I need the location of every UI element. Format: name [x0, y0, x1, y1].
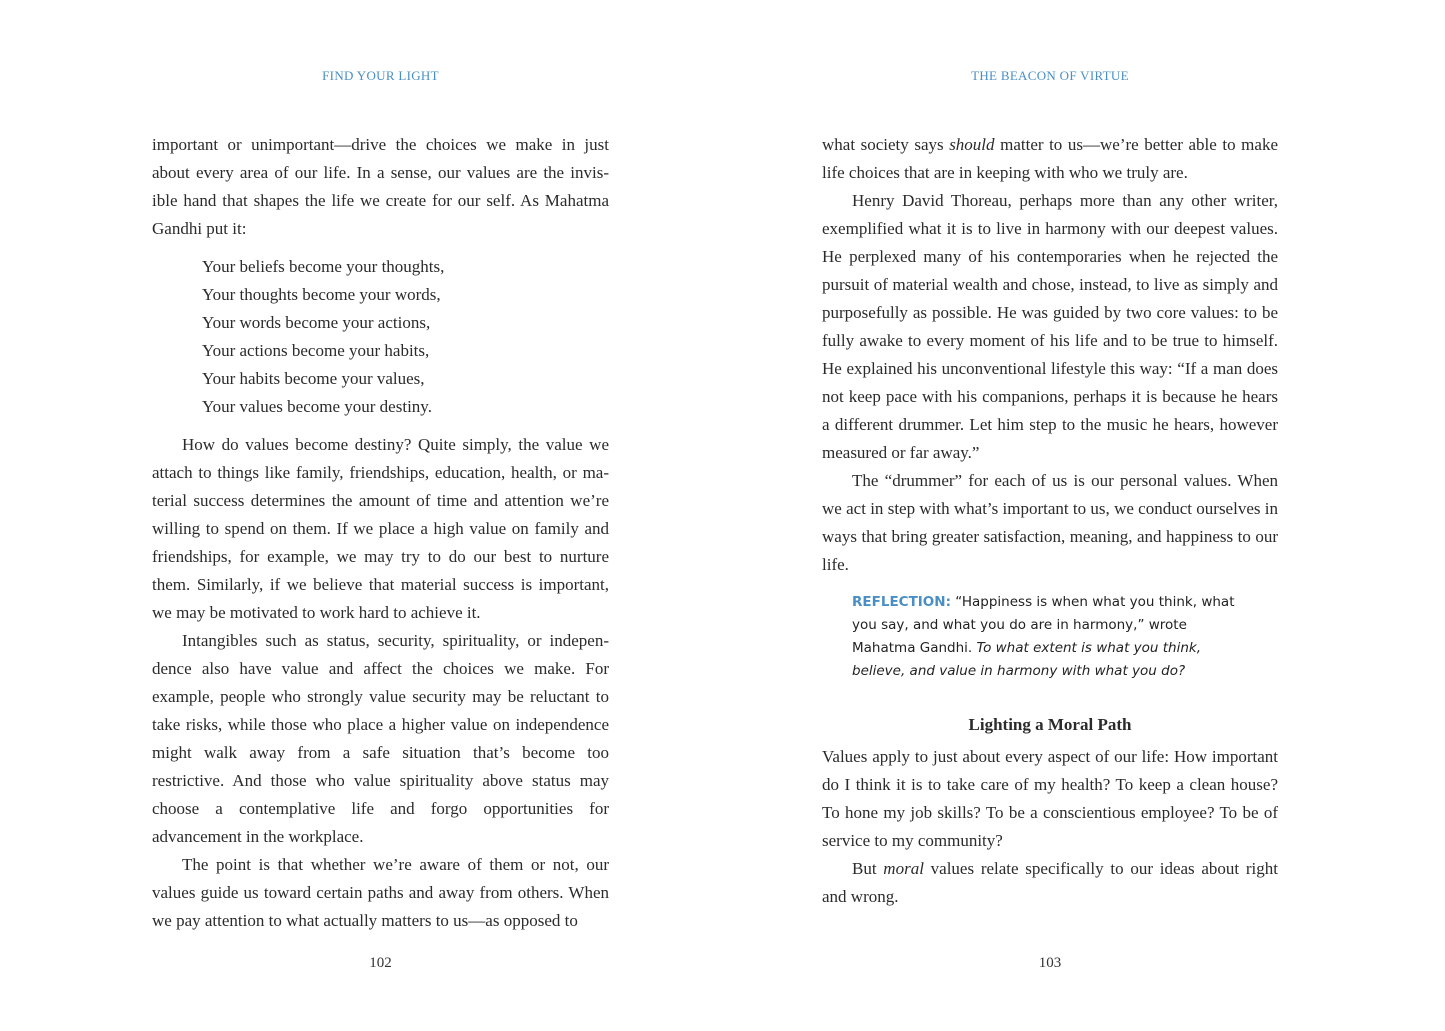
- emphasis-text: should: [949, 135, 995, 154]
- reflection-box: [852, 591, 1248, 683]
- right-page: [822, 0, 1278, 1031]
- quote-line: Your words become your actions,: [202, 313, 431, 332]
- paragraph: Intangibles such as status, security, spirituality, or indepen-dence also have value and affect the choices we make. For example, people who strongly value security may be reluctant to take risks, while those who place a higher value on independence might walk away from a safe situation that’s become too restrictive. And those who value spirituality above status may choose a contemplative life and forgo opportunities for advancement in the workplace.: [152, 631, 609, 846]
- quote-line: Your beliefs become your thoughts,: [202, 257, 445, 276]
- reflection-quote: “Happiness is when what you think, what you say, and what you do are in harmony,” wrote Mahatma Gandhi.: [852, 594, 1235, 656]
- text-run: But: [852, 859, 884, 878]
- paragraph: The “drummer” for each of us is our personal values. When we act in step with what’s important to us, we conduct ourselves in ways that bring greater satisfaction, meaning, and happiness to our life.: [822, 471, 1278, 574]
- emphasis-text: moral: [883, 859, 924, 878]
- paragraph: [822, 855, 1278, 911]
- reflection-label: REFLECTION:: [852, 594, 951, 610]
- paragraph: How do values become destiny? Quite simply, the value we attach to things like family, friendships, education, health, or ma-terial success determines the amount of time and attention we’re willing to spend on them. If we place a high value on family and friendships, for example, we may try to do our best to nurture them. Similarly, if we believe that material success is important, we may be motivated to work hard to achieve it.: [152, 435, 609, 622]
- page-number-left: 102: [369, 955, 392, 971]
- section-heading: Lighting a Moral Path: [968, 715, 1132, 734]
- text-run: matter to us—we’re better able to make life choices that are in keeping with who we truly are.: [822, 135, 1279, 182]
- left-page-body: [152, 131, 609, 935]
- text-run: values relate specifically to our ideas about right and wrong.: [822, 859, 1278, 906]
- right-page-body: [822, 131, 1278, 911]
- paragraph: [822, 131, 1278, 187]
- page-number-right: 103: [1038, 955, 1062, 971]
- reflection-question: To what extent is what you think, believe, and value in harmony with what you do?: [852, 640, 1202, 679]
- quote-line: Your values become your destiny.: [202, 397, 432, 416]
- paragraph: Values apply to just about every aspect of our life: How important do I think it is to take care of my health? To keep a clean house? To hone my job skills? To be a conscientious employee? To be of service to my community?: [822, 747, 1278, 850]
- paragraph: The point is that whether we’re aware of them or not, our values guide us toward certain paths and away from others. When we pay attention to what actually matters to us—as opposed to: [152, 855, 609, 930]
- quote-line: Your thoughts become your words,: [202, 285, 441, 304]
- running-head-left: FIND YOUR LIGHT: [322, 68, 439, 83]
- paragraph: important or unimportant—drive the choices we make in just about every area of our life. In a sense, our values are the invis-ible hand that shapes the life we create for our self. As Mahatma Gandhi put it:: [152, 135, 609, 238]
- quote-line: Your habits become your values,: [202, 369, 425, 388]
- left-page: [152, 0, 609, 1031]
- gandhi-quote: [202, 253, 609, 421]
- text-run: what society says: [822, 135, 950, 154]
- paragraph: Henry David Thoreau, perhaps more than any other writer, exemplified what it is to live in harmony with our deepest values. He perplexed many of his contemporaries when he rejected the pursuit of material wealth and chose, instead, to live as simply and purposefully as possible. He was guided by two core values: to be fully awake to every moment of his life and to be true to himself. He explained his unconventional lifestyle this way: “If a man does not keep pace with his companions, perhaps it is because he hears a different drummer. Let him step to the music he hears, however measured or far away.”: [822, 191, 1278, 462]
- running-head-right: THE BEACON OF VIRTUE: [971, 68, 1129, 83]
- quote-line: Your actions become your habits,: [202, 341, 430, 360]
